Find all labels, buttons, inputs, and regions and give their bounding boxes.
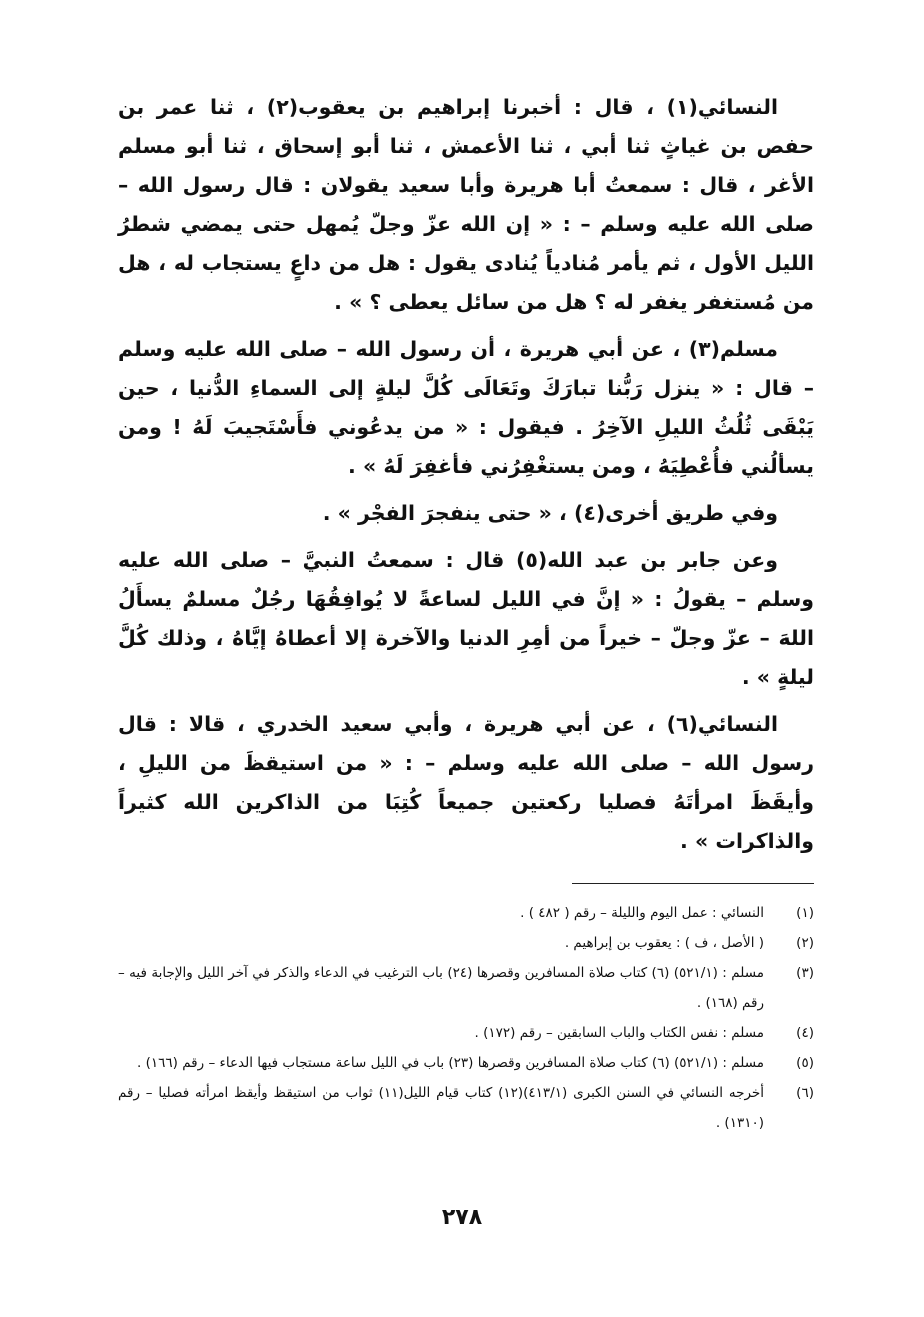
footnote-number: (١): [796, 905, 814, 921]
footnote-number: (٤): [796, 1025, 814, 1041]
footnote-text: مسلم : نفس الكتاب والباب السابقين – رقم (١٧٢) .: [474, 1025, 764, 1041]
footnote-text: مسلم : (٥٢١/١) (٦) كتاب صلاة المسافرين وقصرها (٢٣) باب في الليل ساعة مستجاب فيها الدعاء – رقم (١٦٦) .: [137, 1055, 764, 1071]
footnote-text: ( الأصل ، ف ) : يعقوب بن إبراهيم .: [564, 935, 764, 951]
paragraph-nasai-hadith: النسائي(١) ، قال : أخبرنا إبراهيم بن يعقوب(٢) ، ثنا عمر بن حفص بن غياثٍ ثنا أبي ، ثنا الأعمش ، ثنا أبو إسحاق ، ثنا أبو مسلم الأغر ، قال : سمعتُ أبا هريرة وأبا سعيد يقولان : قال رسول الله – صلى الله عليه وسلم – : « إن الله عزّ وجلّ يُمهل حتى يمضي شطرُ الليل الأول ، ثم يأمر مُنادياً يُنادى يقول : هل من داعٍ يستجاب له ، هل من مُستغفر يغفر له ؟ هل من سائل يعطى ؟ » .: [118, 95, 814, 314]
footnote-item: [118, 958, 814, 1018]
footnote-item: [118, 1048, 814, 1078]
footnote-item: [118, 1018, 814, 1048]
footnote-item: [118, 1078, 814, 1138]
paragraph-other-route: وفي طريق أخرى(٤) ، « حتى ينفجرَ الفجْر » .: [322, 501, 778, 525]
footnote-text: مسلم : (٥٢١/١) (٦) كتاب صلاة المسافرين وقصرها (٢٤) باب الترغيب في الدعاء والذكر في آخر الليل والإجابة فيه – رقم (١٦٨) .: [118, 965, 764, 1011]
main-text-body: [118, 88, 814, 869]
footnote-text: النسائي : عمل اليوم والليلة – رقم ( ٤٨٢ ) .: [520, 905, 764, 921]
page-number: ٢٧٨: [441, 1205, 483, 1230]
footnote-item: [118, 928, 814, 958]
paragraph-jabir-hadith: وعن جابر بن عبد الله(٥) قال : سمعتُ النبيَّ – صلى الله عليه وسلم – يقولُ : « إنَّ في الليل لساعةً لا يُوافِقُهَا رجُلٌ مسلمٌ يسأَلُ اللهَ – عزّ وجلّ – خيراً من أمِرِ الدنيا والآخرة إلا أعطاهُ إيَّاهُ ، وذلك كُلَّ ليلةٍ » .: [118, 548, 814, 689]
footnote-item: [118, 898, 814, 928]
footnote-number: (٦): [796, 1085, 814, 1101]
paragraph-muslim-hadith: مسلم(٣) ، عن أبي هريرة ، أن رسول الله – صلى الله عليه وسلم – قال : « ينزل رَبُّنا تبارَكَ وتَعَالَى كُلَّ ليلةٍ إلى السماءِ الدُّنيا ، حين يَبْقَى ثُلُثُ الليلِ الآخِرُ . فيقول : « من يدعُوني فأَسْتَجيبَ لَهُ ! ومن يسألُني فأُعْطِيَهُ ، ومن يستغْفِرُني فأغفِرَ لَهُ » .: [118, 337, 814, 478]
footnote-divider: [572, 883, 814, 884]
footnote-number: (٢): [796, 935, 814, 951]
paragraph-nasai-second-hadith: النسائي(٦) ، عن أبي هريرة ، وأبي سعيد الخدري ، قالا : قال رسول الله – صلى الله عليه وسلم – : « من استيقظَ من الليلِ ، وأيقَظَ امرأتَهُ فصليا ركعتين جميعاً كُتِبَا من الذاكرين الله كثيراً والذاكرات » .: [118, 712, 814, 853]
footnote-number: (٥): [796, 1055, 814, 1071]
footnotes-section: [118, 898, 814, 1138]
footnote-text: أخرجه النسائي في السنن الكبرى (٤١٣/١)(١٢) كتاب قيام الليل(١١) ثواب من استيقظ وأيقظ امرأته فصليا – رقم (١٣١٠) .: [118, 1085, 764, 1131]
footnote-number: (٣): [796, 965, 814, 981]
